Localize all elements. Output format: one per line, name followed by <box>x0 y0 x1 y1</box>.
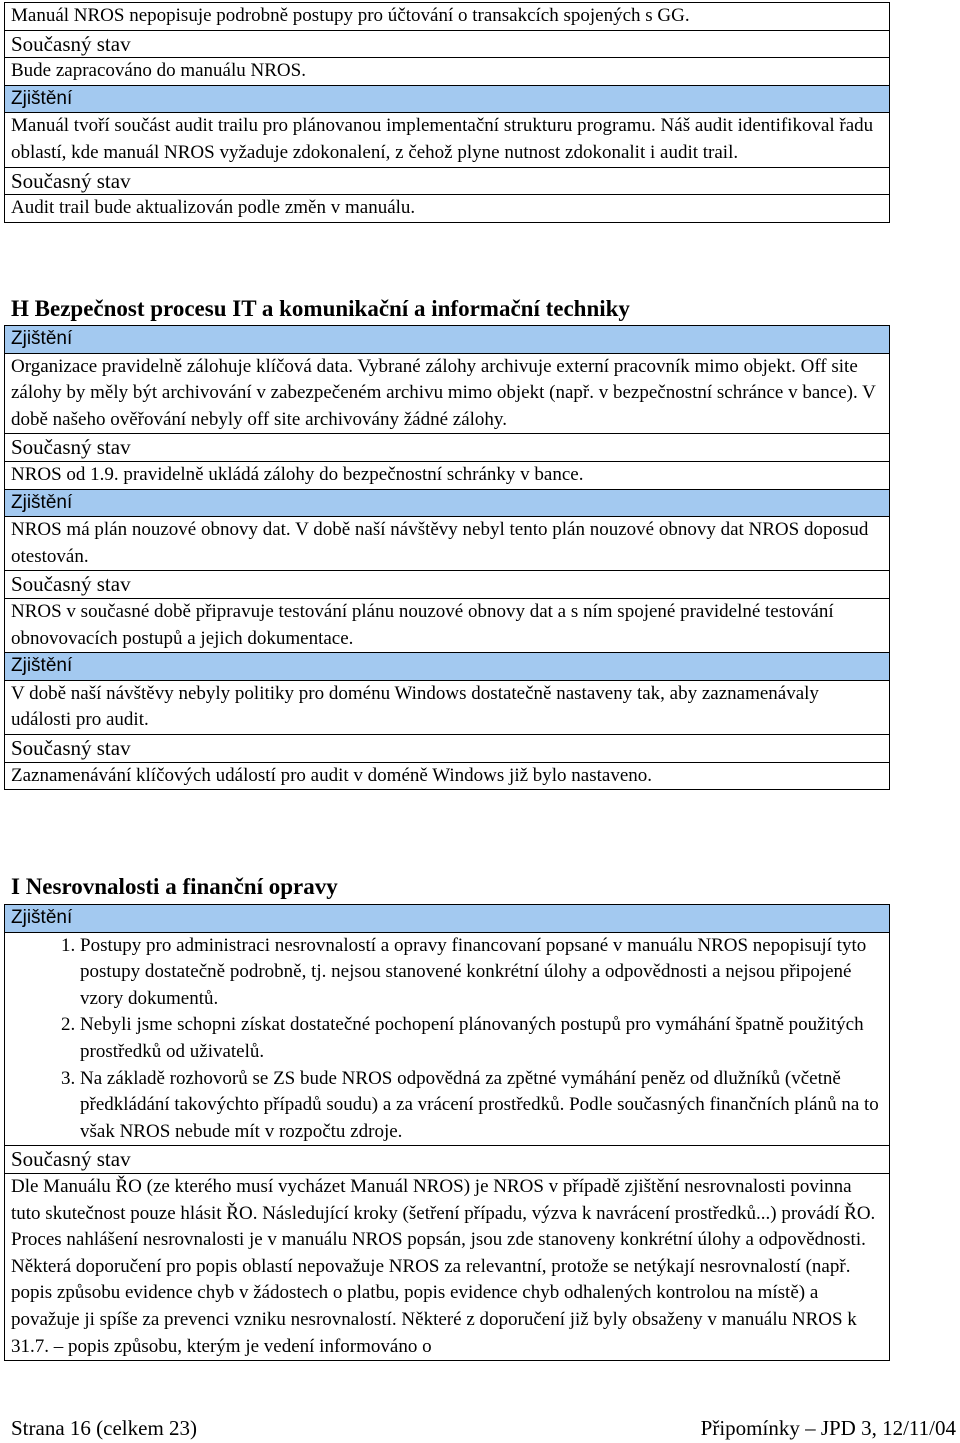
finding-header: Zjištění <box>5 85 890 113</box>
status-label: Současný stav <box>5 30 890 58</box>
finding-header: Zjištění <box>5 905 890 933</box>
status-text: NROS od 1.9. pravidelně ukládá zálohy do bezpečnostní schránky v bance. <box>5 461 890 489</box>
status-label: Současný stav <box>5 734 890 762</box>
section-i-heading: I Nesrovnalosti a finanční opravy <box>11 874 338 899</box>
list-item: 2. Nebyli jsme schopni získat dostatečné pochopení plánovaných postupů pro vymáhání špatně použitých prostředků od uživatelů. <box>80 1012 883 1065</box>
section-g-table <box>4 2 890 223</box>
page-footer <box>11 1414 956 1442</box>
finding-text: Organizace pravidelně zálohuje klíčová data. Vybrané zálohy archivuje externí pracovník mimo objekt. Off site zálohy by měly být archivování v zabezpečeném archivu mimo objekt (např. v bezpečnostní schránce v bance). V době našeho ověřování nebyly off site archivovány žádné zálohy. <box>5 353 890 434</box>
section-h-heading: H Bezpečnost procesu IT a komunikační a informační techniky <box>11 296 630 321</box>
status-text: Zaznamenávání klíčových událostí pro audit v doméně Windows již bylo nastaveno. <box>5 762 890 790</box>
status-text: NROS v současné době připravuje testování plánu nouzové obnovy dat a s ním spojené pravidelné testování obnovovacích postupů a jejich dokumentace. <box>5 598 890 652</box>
finding-list-cell <box>5 932 890 1146</box>
finding-header: Zjištění <box>5 326 890 354</box>
finding-text: V době naší návštěvy nebyly politiky pro doménu Windows dostatečně nastaveny tak, aby zaznamenávaly události pro audit. <box>5 680 890 734</box>
finding-list <box>11 933 883 1146</box>
section-i-table <box>4 904 890 1361</box>
status-label: Současný stav <box>5 167 890 195</box>
finding-header: Zjištění <box>5 653 890 681</box>
section-g-intro: Manuál NROS nepopisuje podrobně postupy pro účtování o transakcích spojených s GG. <box>5 3 890 31</box>
finding-text: NROS má plán nouzové obnovy dat. V době naší návštěvy nebyl tento plán nouzové obnovy dat NROS doposud otestován. <box>5 517 890 571</box>
status-text: Audit trail bude aktualizován podle změn v manuálu. <box>5 195 890 223</box>
document-reference: Připomínky – JPD 3, 12/11/04 <box>700 1416 956 1440</box>
status-label: Současný stav <box>5 1146 890 1174</box>
finding-header: Zjištění <box>5 489 890 517</box>
list-item: 3. Na základě rozhovorů se ZS bude NROS odpovědná za zpětné vymáhání peněz od dlužníků (včetně předkládání takovýchto případů soudu) a za vrácení prostředků. Podle současných finančních plánů na to však NROS nebude mít v rozpočtu zdroje. <box>80 1066 883 1146</box>
status-label: Současný stav <box>5 571 890 599</box>
status-text: Dle Manuálu ŘO (ze kterého musí vycházet Manuál NROS) je NROS v případě zjištění nesrovnalosti povinna tuto skutečnost pouze hlásit ŘO. Následující kroky (šetření případu, výzva k navrácení prostředků...) provádí ŘO. Proces nahlášení nesrovnalosti je v manuálu NROS popsán, jsou zde stanoveny konkrétní úlohy a odpovědnosti. Některá doporučení pro popis oblastí nepovažuje NROS za relevantní, protože se netýkají nesrovnalostí (např. popis způsobu evidence chyb v žádostech o platbu, popis evidence chyb odhalených kontrolou na místě) a považuje ji spíše za prevenci vzniku nesrovnalostí. Některé z doporučení již byly obsaženy v manuálu NROS k 31.7. – popis způsobu, kterým je vedení informováno o <box>5 1173 890 1360</box>
finding-text: Manuál tvoří součást audit trailu pro plánovanou implementační strukturu programu. Náš audit identifikoval řadu oblastí, kde manuál NROS vyžaduje zdokonalení, z čehož plyne nutnost zdokonalit i audit trail. <box>5 113 890 167</box>
section-h-table <box>4 325 890 790</box>
list-item: 1. Postupy pro administraci nesrovnalostí a opravy financovaní popsané v manuálu NROS nepopisují tyto postupy dostatečně podrobně, tj. nejsou stanovené konkrétní úlohy a odpovědnosti a nejsou připojené vzory dokumentů. <box>80 933 883 1013</box>
status-label: Současný stav <box>5 434 890 462</box>
status-text: Bude zapracováno do manuálu NROS. <box>5 58 890 86</box>
page-number: Strana 16 (celkem 23) <box>11 1416 198 1440</box>
